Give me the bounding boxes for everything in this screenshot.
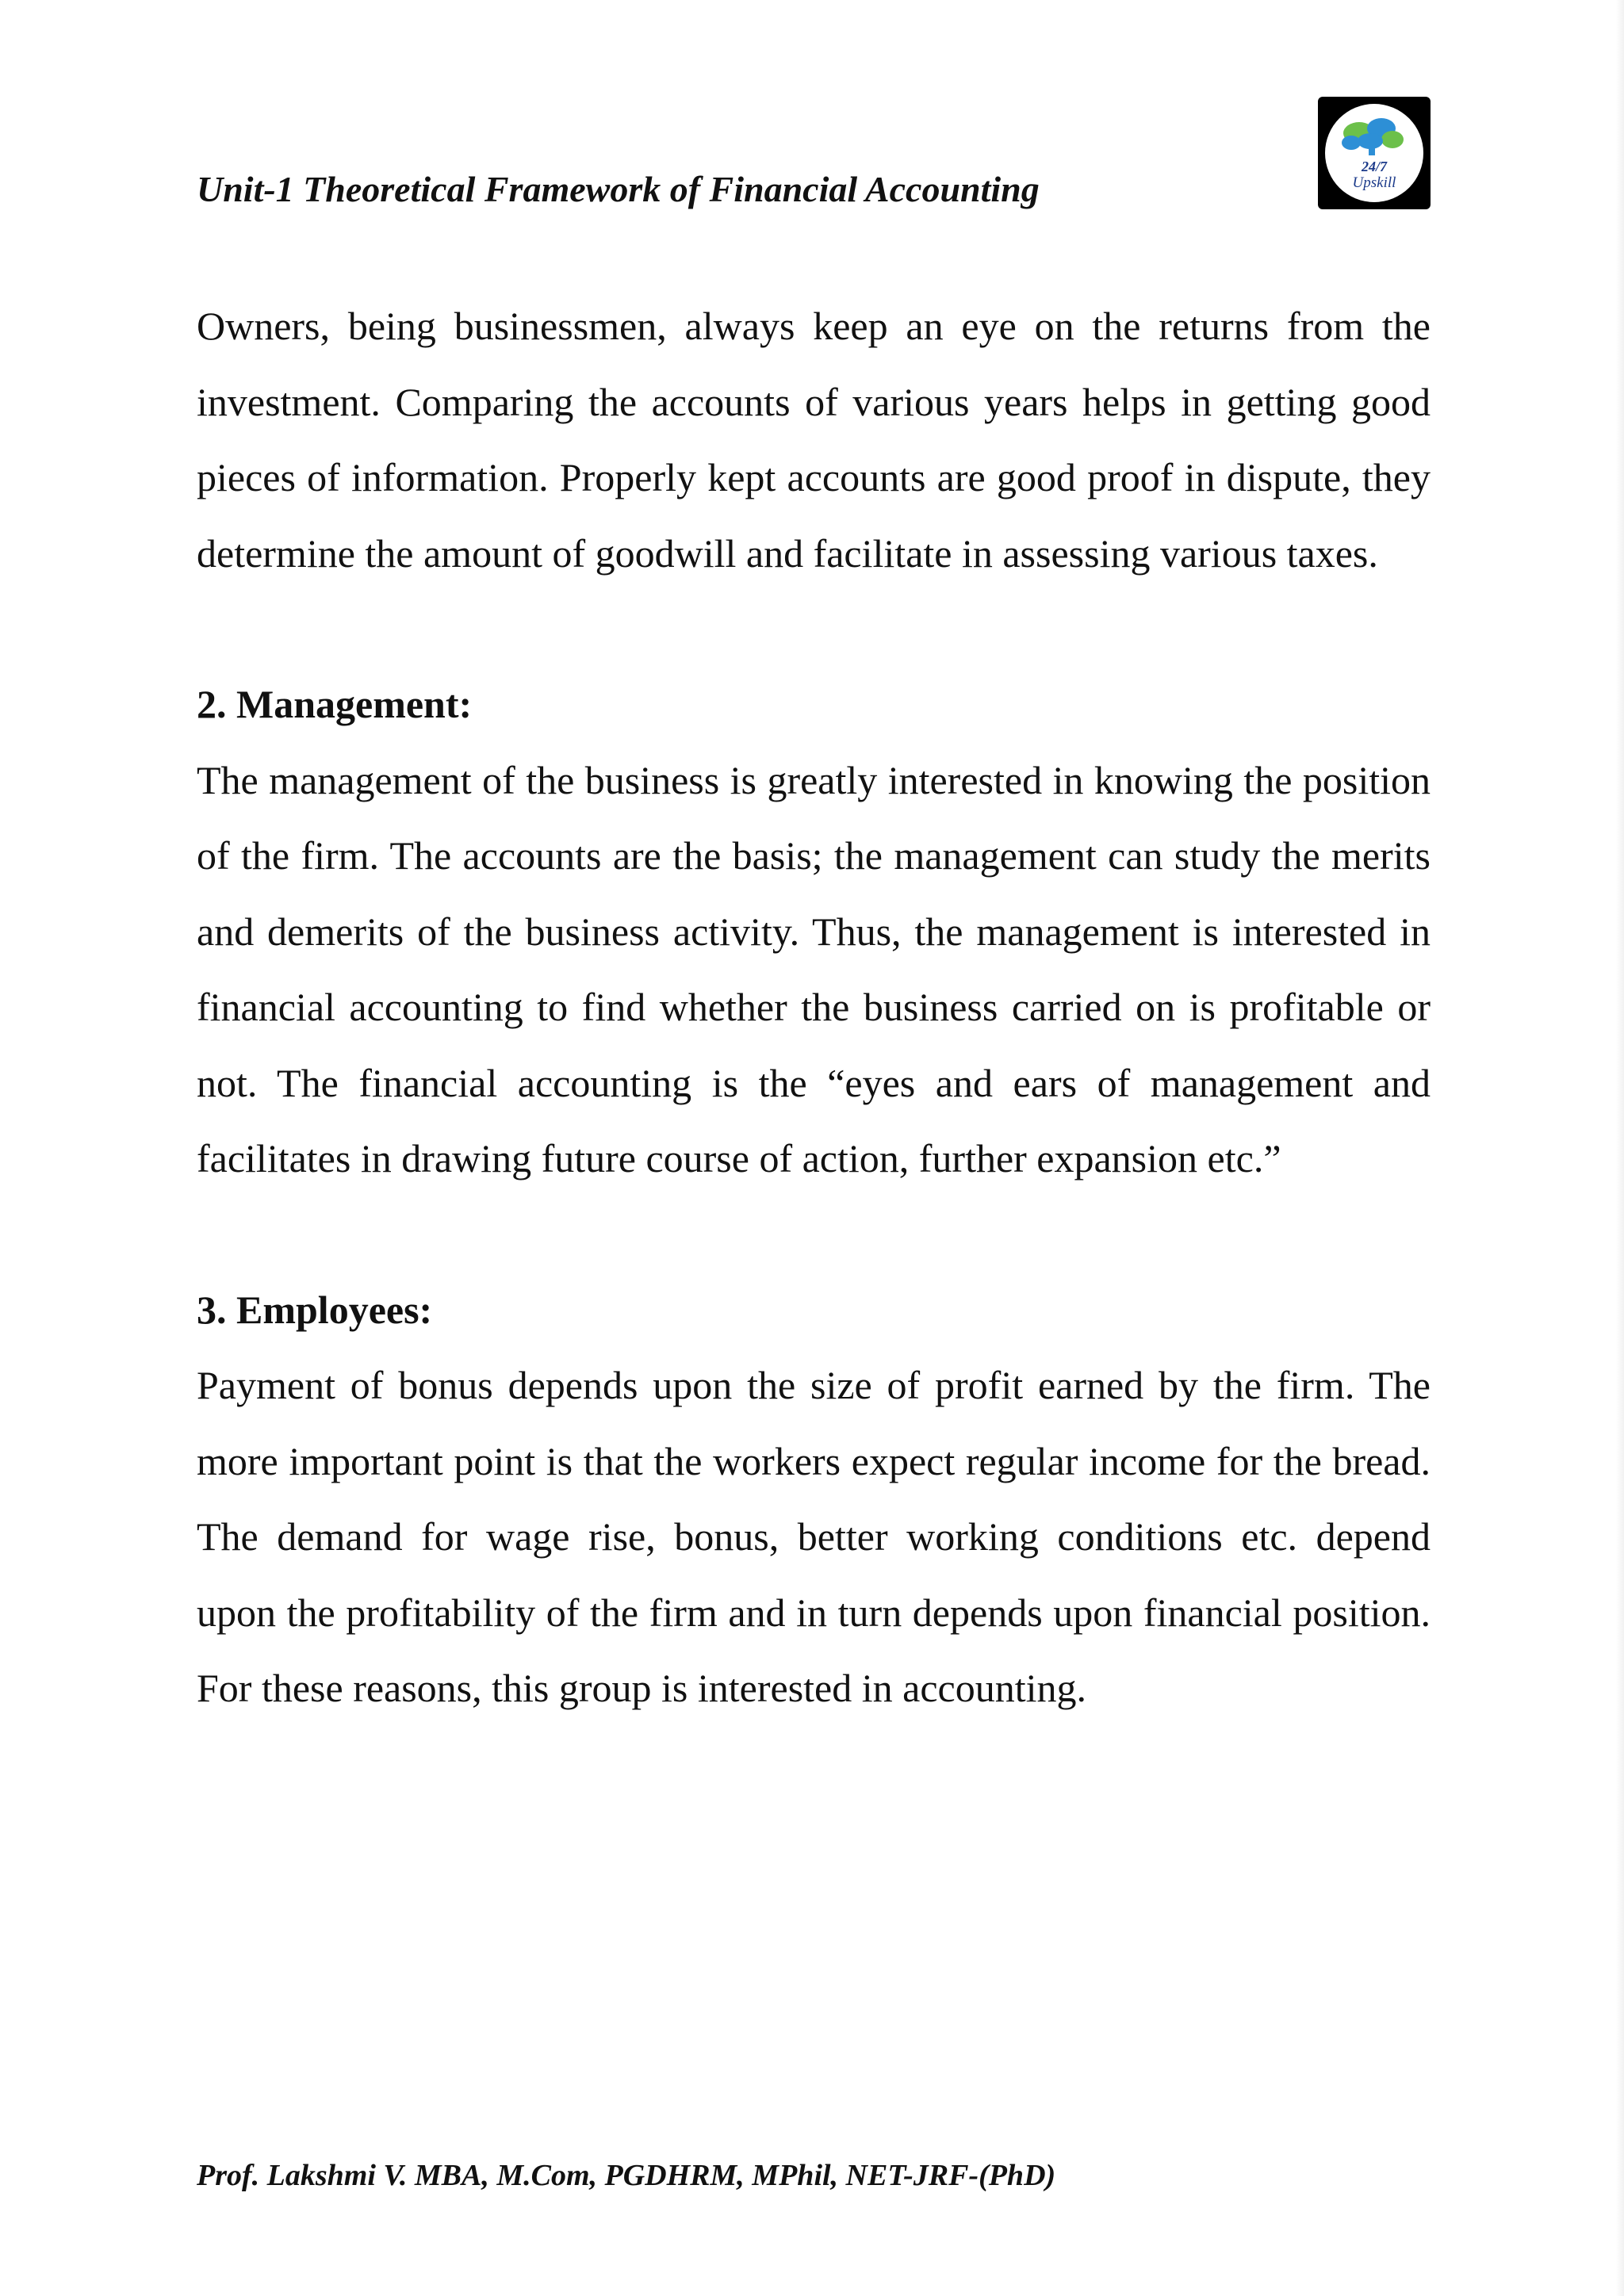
- management-heading: 2. Management:: [197, 682, 473, 726]
- section-spacer: [197, 591, 1431, 667]
- employees-heading: 3. Employees:: [197, 1287, 433, 1332]
- svg-text:Upskill: Upskill: [1352, 174, 1396, 191]
- employees-paragraph: Payment of bonus depends upon the size of profit earned by the firm. The more important point is that the workers expect regular income for the bread. The demand for wage rise, bonus, better working conditions etc. depend upon the profitability of the firm and in turn depends upon financial position. For these reasons, this group is interested in accounting.: [197, 1363, 1431, 1710]
- page-title: Unit-1 Theoretical Framework of Financial Accounting: [197, 169, 1040, 209]
- svg-text:24/7: 24/7: [1361, 159, 1388, 174]
- owners-paragraph: Owners, being businessmen, always keep an eye on the returns from the investment. Comparing the accounts of various years helps in getting good pieces of information. Properly kept accounts are good proof in dispute, they determine the amount of goodwill and facilitate in assessing various taxes.: [197, 304, 1431, 576]
- footer-author-credit: Prof. Lakshmi V. MBA, M.Com, PGDHRM, MPhil, NET-JRF-(PhD): [197, 2159, 1056, 2192]
- management-paragraph: The management of the business is greatly interested in knowing the position of the firm. The accounts are the basis; the management can study the merits and demerits of the business activity. Thus, the management is interested in financial accounting to find whether the business carried on is profitable or not. The financial accounting is the “eyes and ears of management and facilitates in drawing future course of action, further expansion etc.”: [197, 757, 1431, 1181]
- upskill-logo: [1318, 97, 1431, 209]
- page-header: [197, 159, 1434, 230]
- brain-logo-icon: [1318, 97, 1431, 209]
- section-spacer: [197, 1197, 1431, 1272]
- document-body: [197, 289, 1431, 1727]
- page-edge-shadow: [1616, 0, 1624, 2296]
